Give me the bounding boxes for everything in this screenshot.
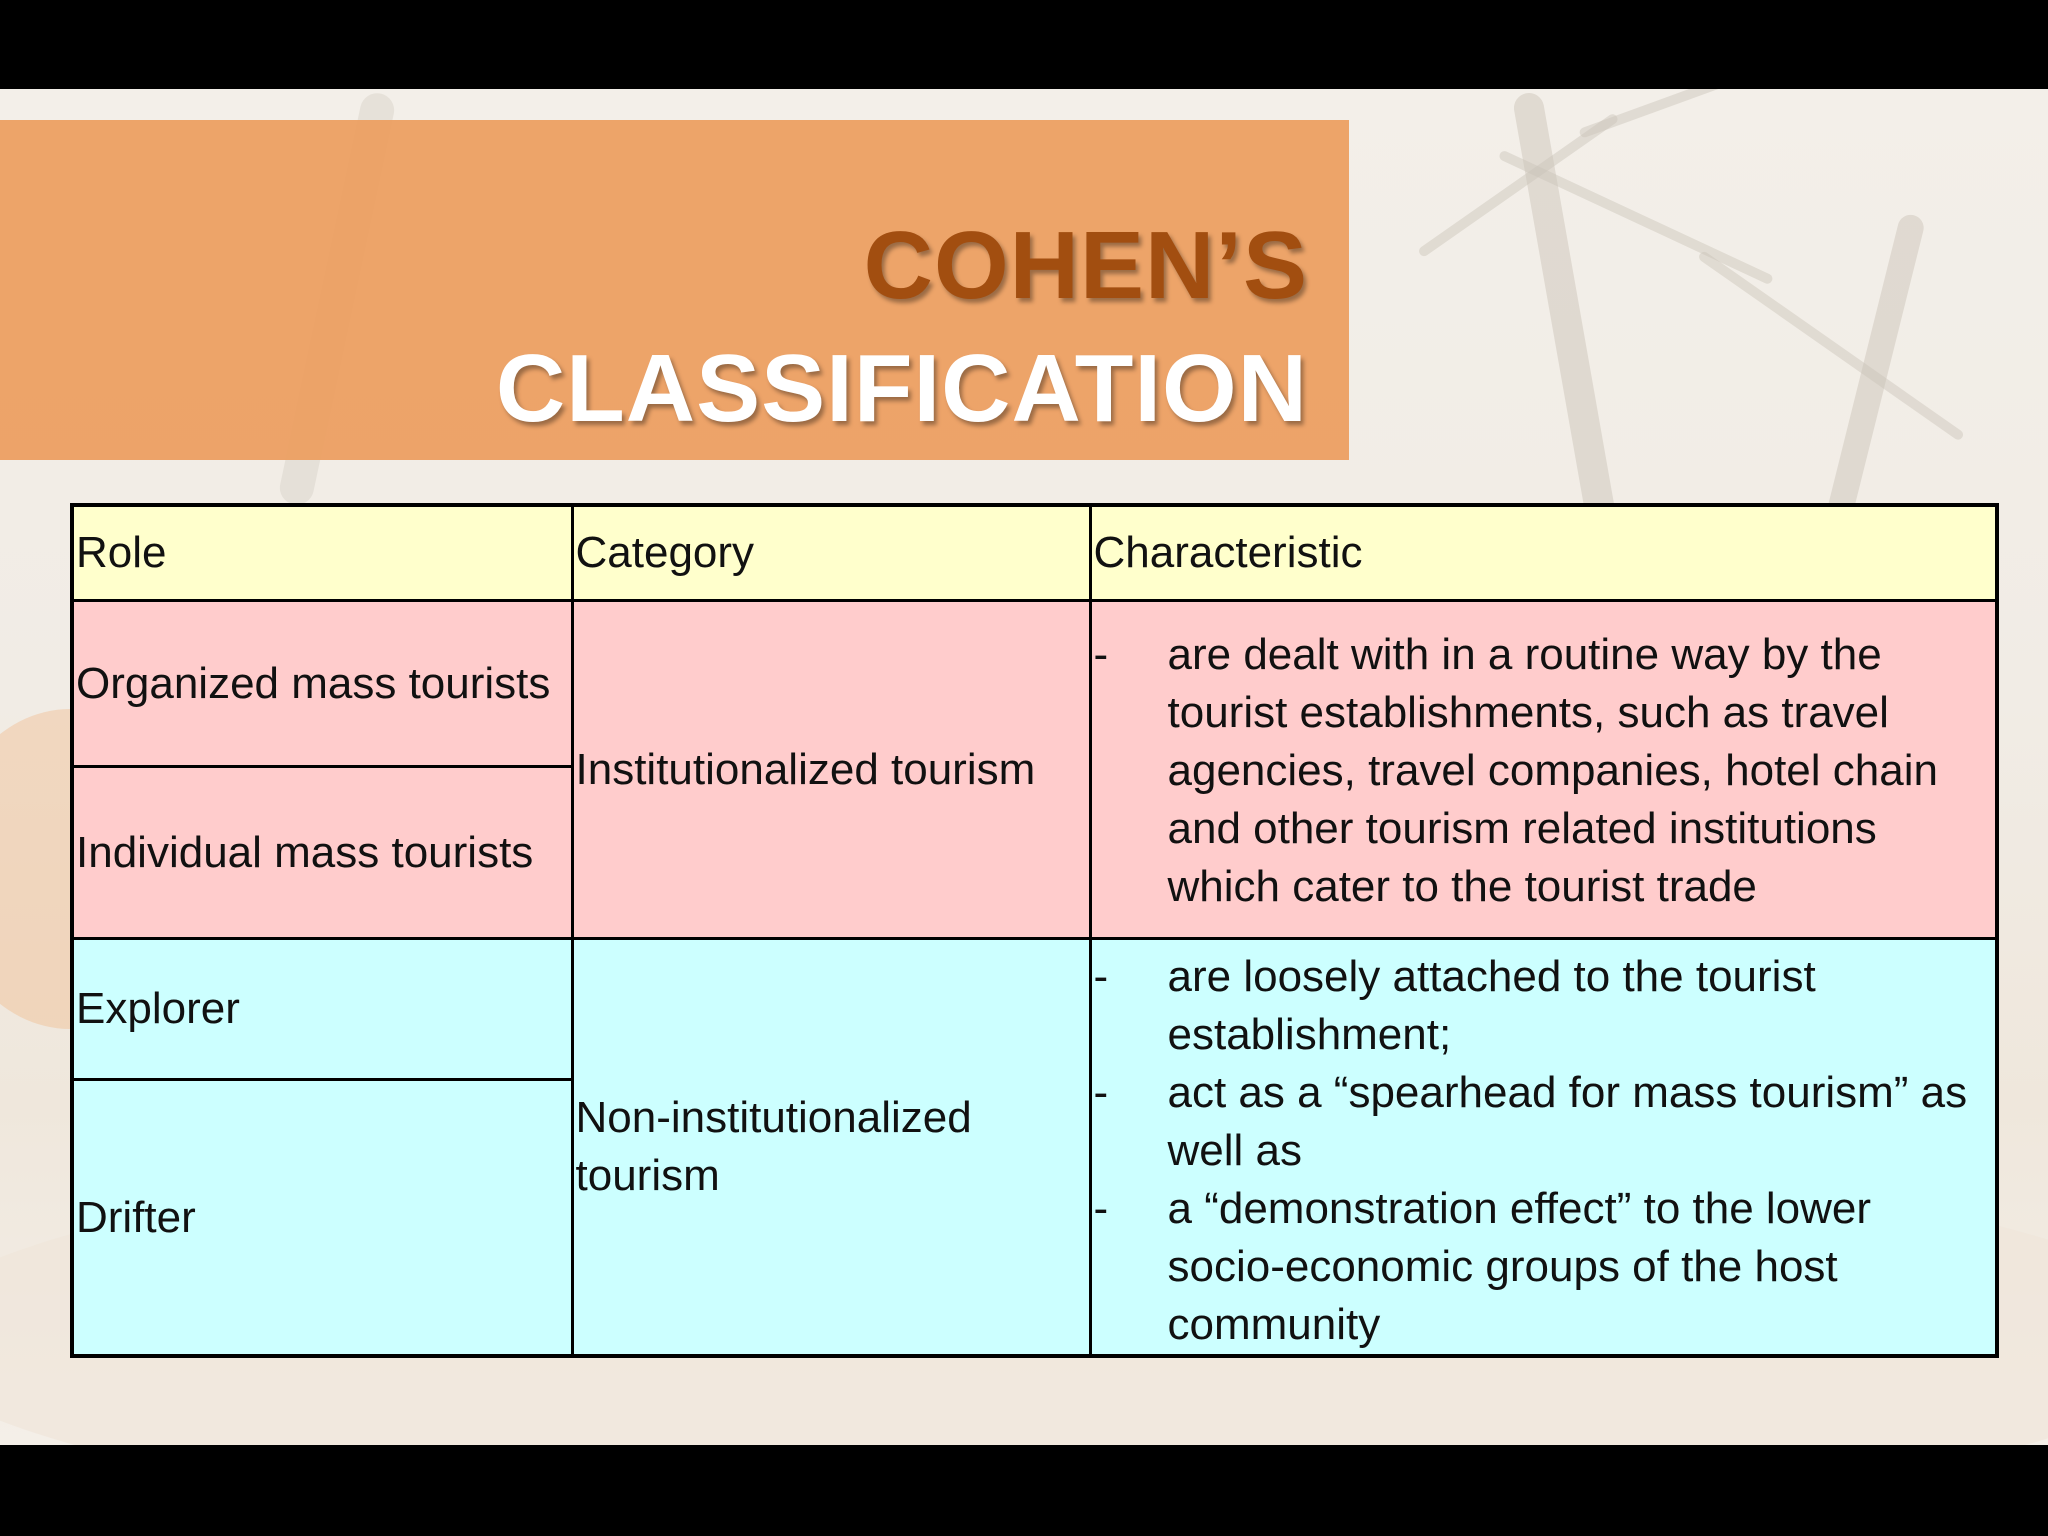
- table-row: [72, 939, 1997, 1080]
- characteristic-non-institutionalized: [1090, 939, 1997, 1357]
- characteristic-bullet: [1094, 1180, 1994, 1354]
- bullet-text: act as a “spearhead for mass tourism” as well as: [1167, 1068, 1968, 1175]
- header-characteristic: Characteristic: [1090, 505, 1997, 601]
- bullet-dash: -: [1093, 630, 1109, 679]
- palm-frond: [1697, 250, 1965, 442]
- bullet-dash: -: [1093, 1068, 1109, 1117]
- role-organized-mass-tourists: Organized mass tourists: [72, 601, 572, 767]
- bullet-text: a “demonstration effect” to the lower socio-economic groups of the host community: [1167, 1184, 1872, 1349]
- characteristic-bullet: [1094, 1064, 1994, 1180]
- table-header-row: [72, 505, 1997, 601]
- palm-frond: [1578, 89, 1845, 139]
- role-drifter: Drifter: [72, 1080, 572, 1356]
- slide-title-line1: COHEN’S: [863, 212, 1308, 319]
- bullet-dash: -: [1093, 1184, 1109, 1233]
- characteristic-institutionalized: [1090, 601, 1997, 939]
- characteristic-bullet: [1094, 626, 1994, 916]
- characteristic-bullet: [1094, 948, 1994, 1064]
- header-category: Category: [572, 505, 1090, 601]
- classification-table: [70, 503, 1999, 1358]
- category-institutionalized: Institutionalized tourism: [572, 601, 1090, 939]
- category-non-institutionalized: Non-institutionalized tourism: [572, 939, 1090, 1357]
- bullet-text: are loosely attached to the tourist establishment;: [1167, 952, 1816, 1059]
- header-role: Role: [72, 505, 572, 601]
- bullet-dash: -: [1093, 952, 1109, 1001]
- role-individual-mass-tourists: Individual mass tourists: [72, 767, 572, 939]
- bullet-text: are dealt with in a routine way by the tourist establishments, such as travel agencies, travel companies, hotel chain and other tourism related institutions which cater to the tourist trade: [1167, 630, 1938, 911]
- slide-title-line2: CLASSIFICATION: [495, 335, 1308, 442]
- role-explorer: Explorer: [72, 939, 572, 1080]
- table-row: [72, 601, 1997, 767]
